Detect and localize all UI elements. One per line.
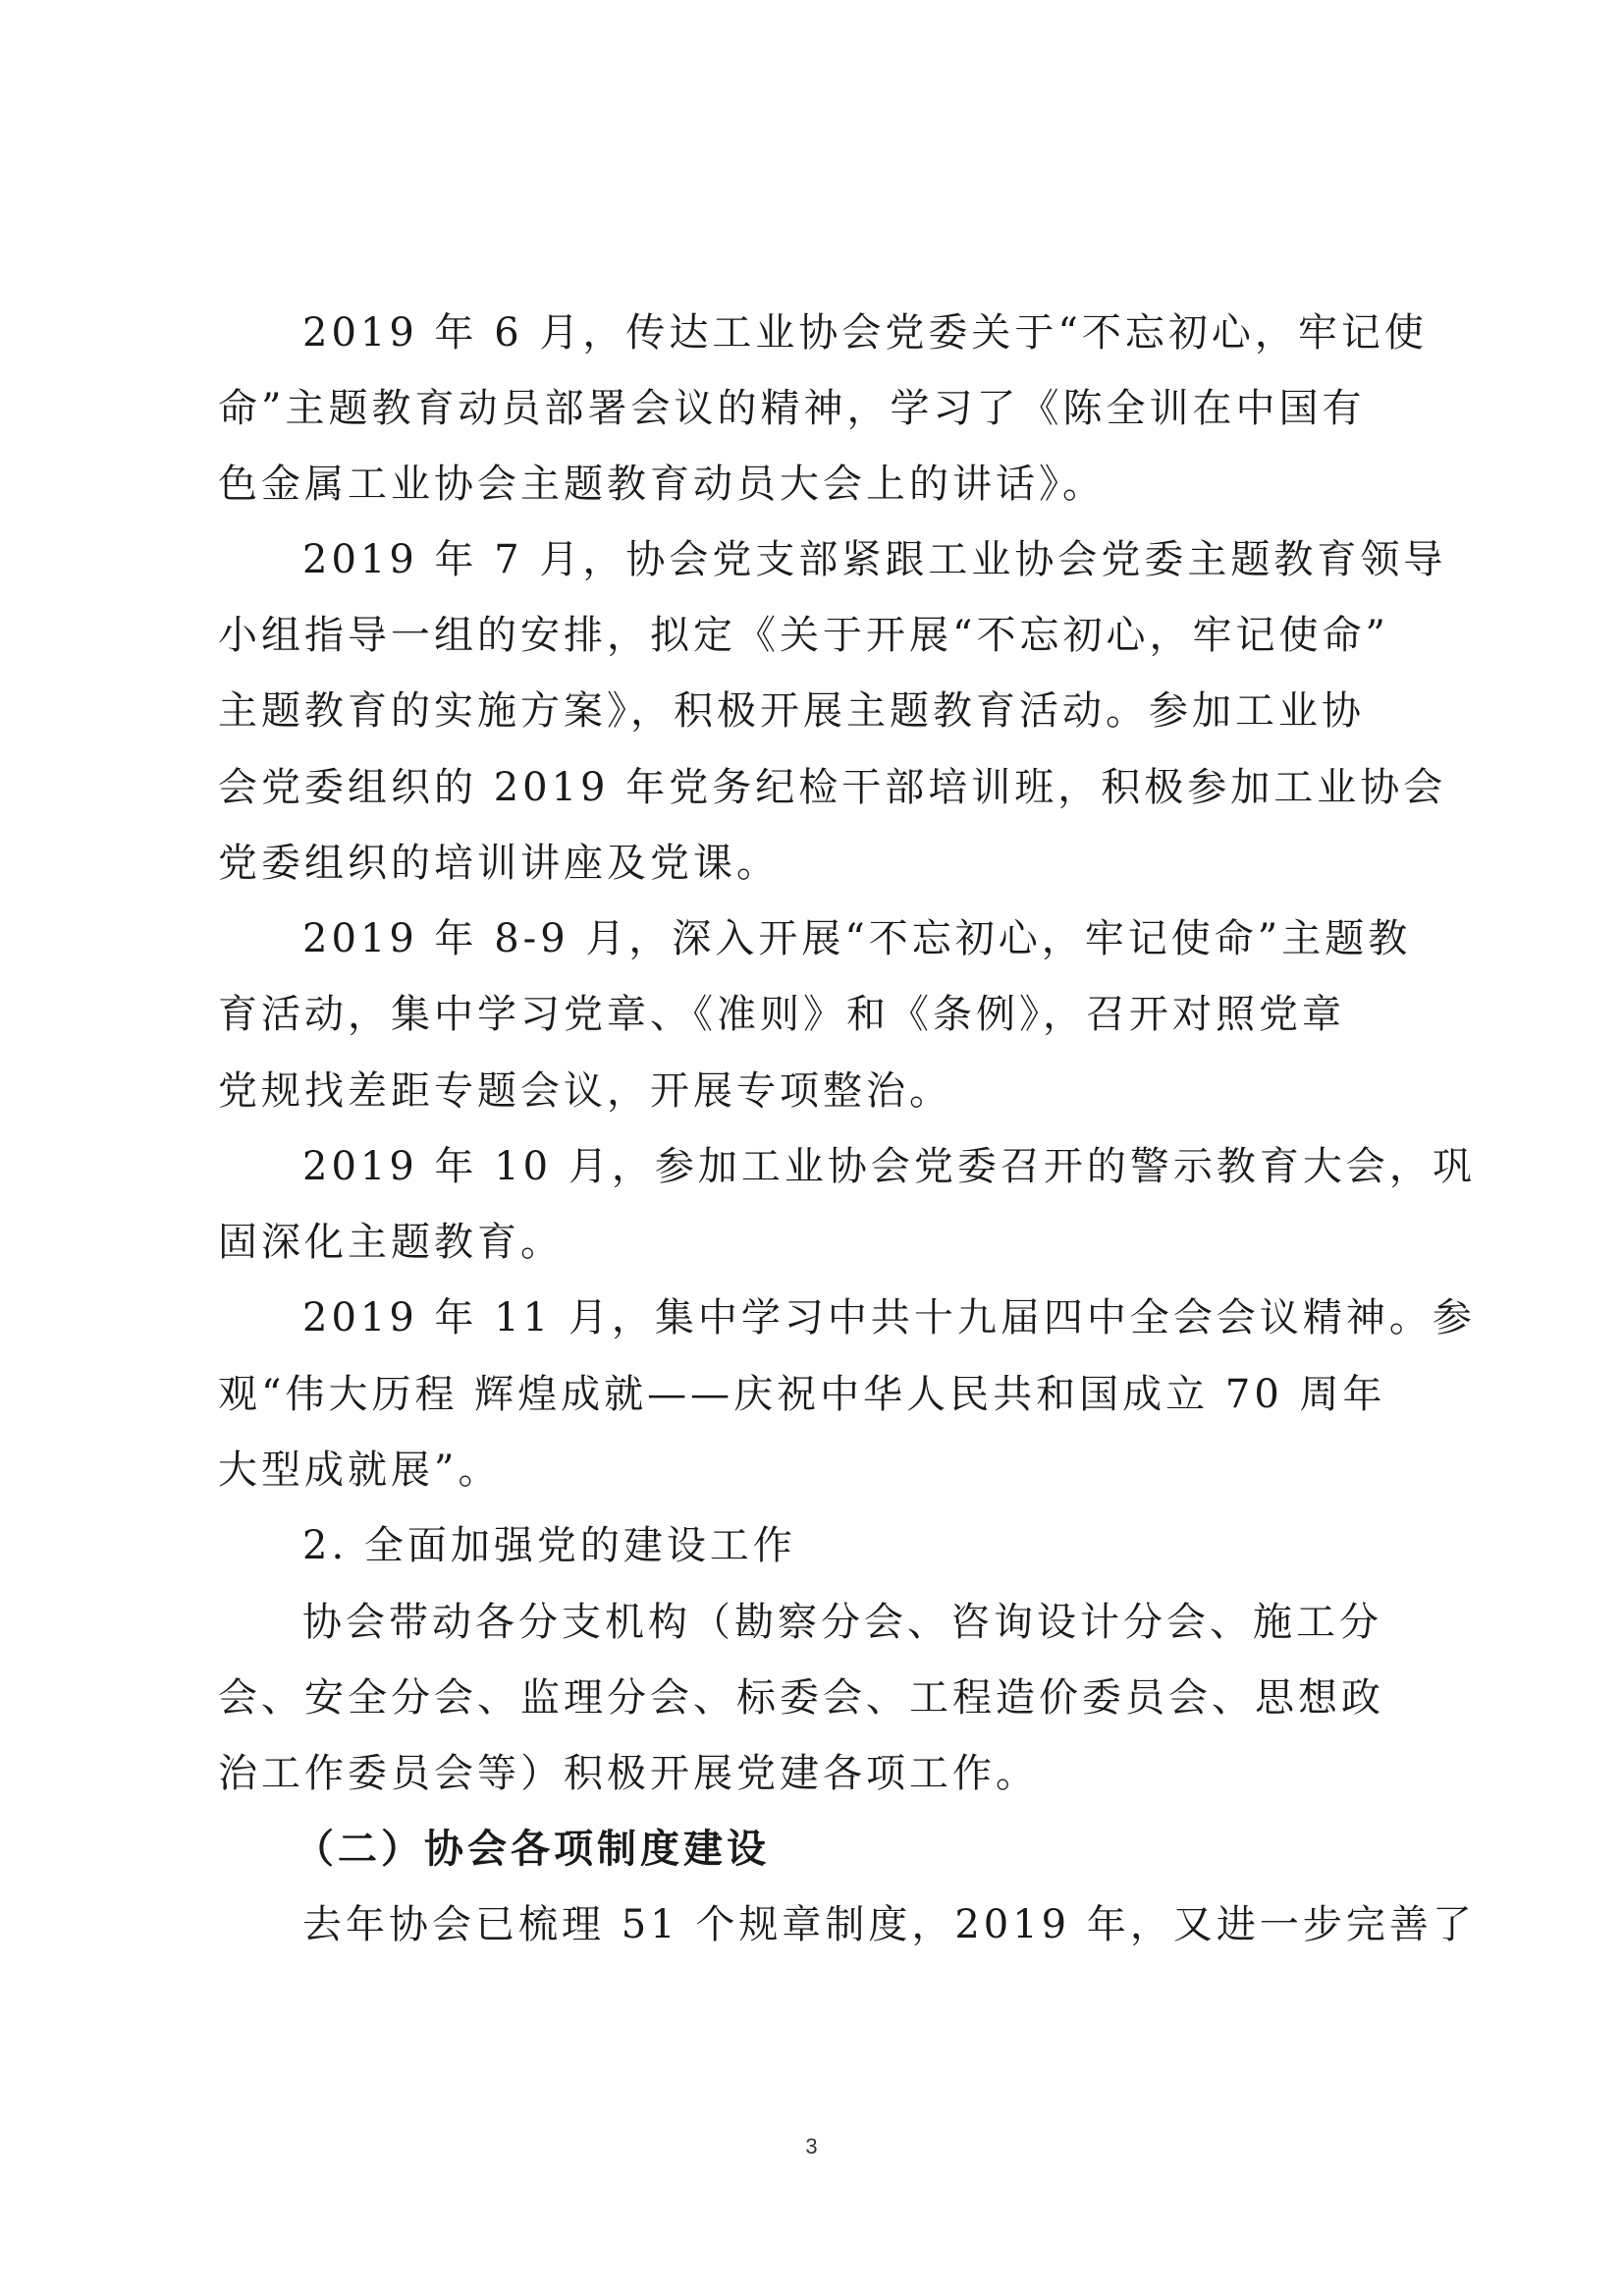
paragraph-line: 会党委组织的 2019 年党务纪检干部培训班，积极参加工业协会 <box>218 765 1447 810</box>
section-heading: （二）协会各项制度建设 <box>295 1826 770 1872</box>
paragraph-line: 党委组织的培训讲座及党课。 <box>218 841 780 886</box>
paragraph-line: 党规找差距专题会议，开展专项整治。 <box>218 1068 952 1114</box>
paragraph-line: 2019 年 10 月，参加工业协会党委召开的警示教育大会，巩 <box>302 1144 1476 1189</box>
paragraph-line: 主题教育的实施方案》，积极开展主题教育活动。参加工业协 <box>218 688 1365 734</box>
paragraph-line: 2019 年 7 月，协会党支部紧跟工业协会党委主题教育领导 <box>302 537 1447 582</box>
paragraph-line: 大型成就展”。 <box>218 1448 502 1493</box>
paragraph-line: 色金属工业协会主题教育动员大会上的讲话》。 <box>218 462 1106 507</box>
page-number: 3 <box>805 2134 818 2159</box>
paragraph-line: 固深化主题教育。 <box>218 1220 564 1265</box>
paragraph-line: 去年协会已梳理 51 个规章制度，2019 年，又进一步完善了 <box>302 1902 1476 1947</box>
section-heading: 2. 全面加强党的建设工作 <box>302 1523 796 1568</box>
paragraph-line: 2019 年 6 月，传达工业协会党委关于“不忘初心，牢记使 <box>302 310 1428 355</box>
paragraph-line: 育活动，集中学习党章、《准则》和《条例》，召开对照党章 <box>218 992 1345 1037</box>
paragraph-line: 2019 年 11 月，集中学习中共十九届四中全会会议精神。参 <box>302 1295 1476 1340</box>
paragraph-line: 命”主题教育动员部署会议的精神，学习了《陈全训在中国有 <box>218 386 1366 431</box>
paragraph-line: 2019 年 8-9 月，深入开展“不忘初心，牢记使命”主题教 <box>302 916 1412 961</box>
paragraph-line: 会、安全分会、监理分会、标委会、工程造价委员会、思想政 <box>218 1675 1384 1721</box>
paragraph-line: 观“伟大历程 辉煌成就——庆祝中华人民共和国成立 70 周年 <box>218 1372 1386 1417</box>
paragraph-line: 治工作委员会等）积极开展党建各项工作。 <box>218 1751 1039 1796</box>
paragraph-line: 小组指导一组的安排，拟定《关于开展“不忘初心，牢记使命” <box>218 613 1389 658</box>
paragraph-line: 协会带动各分支机构（勘察分会、咨询设计分会、施工分 <box>302 1600 1382 1645</box>
